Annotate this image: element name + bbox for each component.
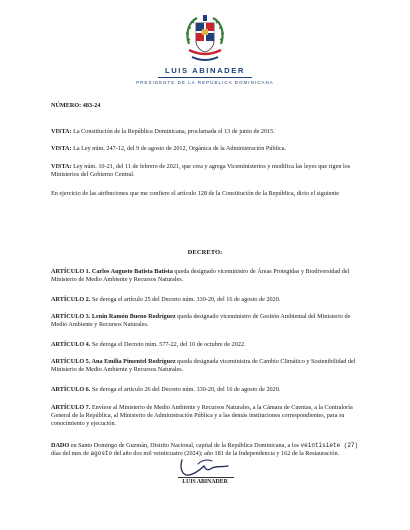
article-5: ARTÍCULO 5. Ana Emilia Pimentel Rodríguez queda designada viceministra de Cambio Climático y Sostenibilidad del Ministerio de Medio Ambiente y Recursos Naturales.: [51, 358, 356, 373]
preamble-paragraph: En ejercicio de las atribuciones que me confiere el artículo 128 de la Constitución de la República, dicto el siguiente: [51, 190, 339, 197]
article-1: ARTÍCULO 1. Carlos Augusto Batista Batista queda designado viceministro de Áreas Protegidas y Biodiversidad del Ministerio de Medio Ambiente y Recursos Naturales.: [51, 268, 350, 283]
signature-line: [178, 477, 234, 478]
header-name: LUIS ABINADER: [164, 66, 245, 75]
article-7: ARTÍCULO 7. Envíese al Ministerio de Medio Ambiente y Recursos Naturales, a la Cámara de Cuentas, a la Contraloría General de la República, al Ministerio de Administración Pública y a las demás instituciones correspondientes, para su conocimiento y ejecución.: [51, 404, 353, 427]
coat-of-arms-seal: [183, 14, 227, 66]
article-6: ARTÍCULO 6. Se deroga el artículo 26 del Decreto núm. 330-20, del 16 de agosto de 2020.: [51, 386, 281, 393]
article-2: ARTÍCULO 2. Se deroga el artículo 25 del Decreto núm. 330-20, del 16 de agosto de 2020.: [51, 296, 281, 303]
decree-title: DECRETO:: [187, 249, 223, 256]
decree-number: NÚMERO: 483-24: [51, 102, 101, 109]
article-4: ARTÍCULO 4. Se deroga el Decreto núm. 577-22, del 10 de octubre de 2022.: [51, 341, 246, 348]
vista-paragraph-2: VISTA: La Ley núm. 247-12, del 9 de agosto de 2012, Orgánica de la Administración Pública.: [51, 145, 287, 152]
vista-paragraph-3: VISTA: Ley núm. 10-21, del 11 de febrero de 2021, que crea y agrega Viceministerios y modifica las leyes que rigen los Ministerios del Gobierno Central.: [51, 163, 351, 178]
closing-day: veintisiete (27): [300, 442, 359, 449]
handwritten-signature: [178, 456, 248, 478]
vista-paragraph-1: VISTA: La Constitución de la República Dominicana, proclamada el 13 de junio de 2015.: [51, 128, 275, 135]
header-divider: [158, 77, 252, 78]
signature-name: LUIS ABINADER: [182, 479, 228, 485]
closing-paragraph: DADO en Santo Domingo de Guzmán, Distrito Nacional, capital de la República Dominicana, a los veintisiete (27) días del mes de agosto del año dos mil veinticuatro (2024); año 181 de la Independencia y 162 de la Restauración.: [51, 442, 359, 457]
header-subtitle: PRESIDENTE DE LA REPÚBLICA DOMINICANA: [136, 80, 274, 85]
closing-month: agosto: [90, 450, 113, 457]
article-3: ARTÍCULO 3. Lenin Ramón Bueno Rodríguez queda designado viceministro de Gestión Ambiental del Ministerio de Medio Ambiente y Recursos Naturales.: [51, 313, 351, 328]
